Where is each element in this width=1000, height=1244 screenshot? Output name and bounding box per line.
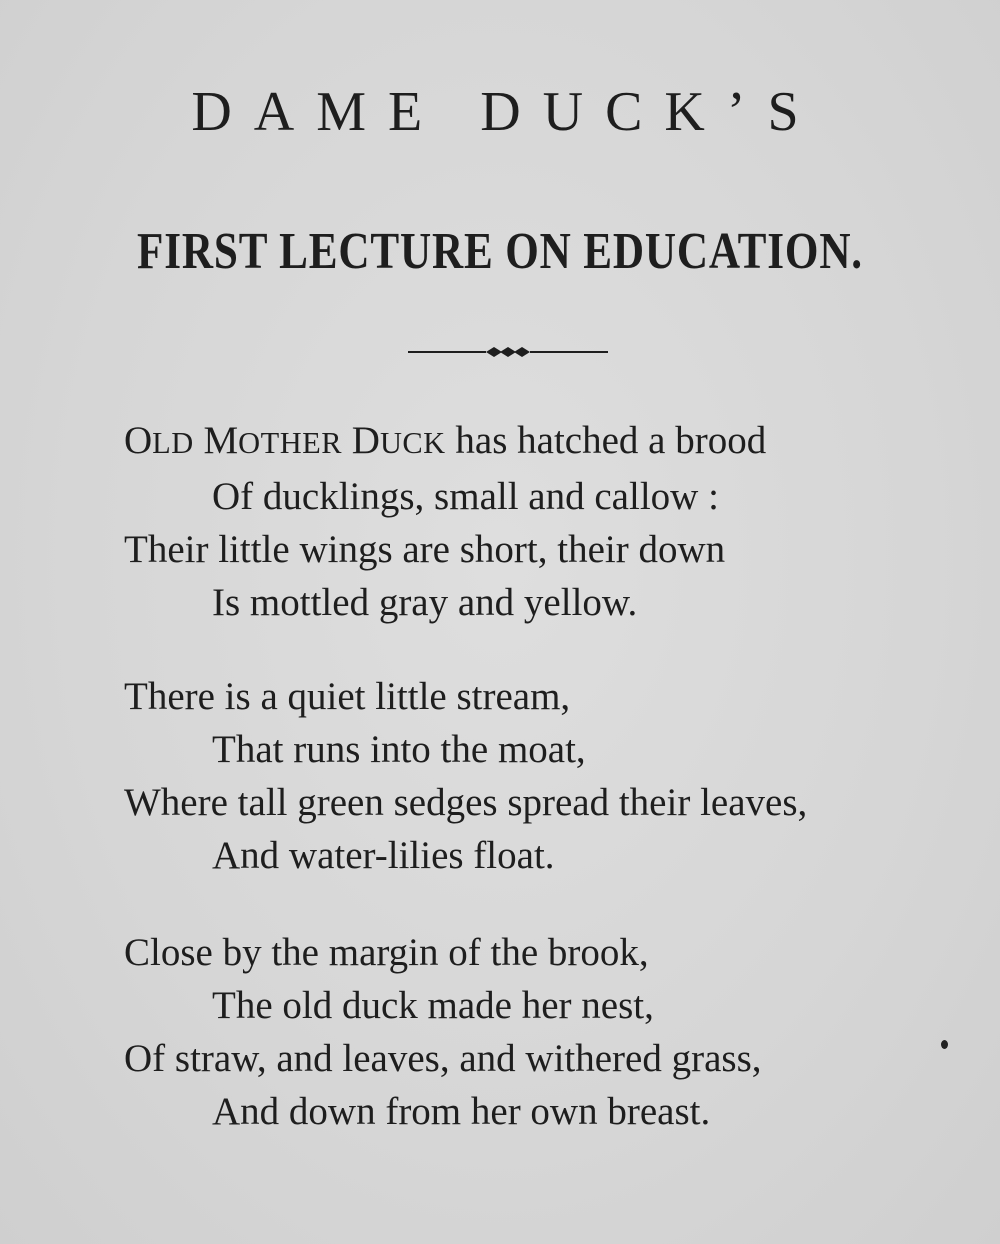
small-caps-span: OTHER	[238, 426, 343, 460]
poem-line: Close by the margin of the brook,	[124, 931, 649, 974]
poem-line: Their little wings are short, their down	[124, 528, 726, 571]
poem-line	[124, 414, 766, 470]
poem-line: And down from her own breast.	[212, 1090, 711, 1133]
stanza	[124, 414, 766, 629]
poem-line: And water-lilies float.	[212, 834, 555, 877]
ink-speck	[941, 1040, 948, 1049]
text-span: M	[193, 419, 239, 462]
poem-line: There is a quiet little stream,	[124, 675, 571, 718]
page-subtitle: FIRST LECTURE ON EDUCATION.	[137, 223, 863, 280]
stanza	[124, 670, 807, 882]
poem-line: Of ducklings, small and callow :	[212, 475, 719, 518]
text-span: has hatched a brood	[445, 419, 767, 462]
poem-line: Is mottled gray and yellow.	[212, 581, 638, 624]
text-span: D	[342, 419, 380, 462]
page-title: DAME DUCK’S	[191, 81, 821, 143]
poem-line: Where tall green sedges spread their leaves,	[124, 781, 808, 824]
text-span: O	[124, 419, 153, 462]
poem-line: The old duck made her nest,	[212, 984, 654, 1027]
ornament-divider	[408, 340, 608, 364]
poem-line: That runs into the moat,	[212, 728, 586, 771]
stanza	[124, 926, 762, 1138]
small-caps-span: UCK	[379, 426, 446, 460]
poem-line: Of straw, and leaves, and withered grass,	[124, 1037, 762, 1080]
small-caps-span: LD	[152, 426, 194, 460]
